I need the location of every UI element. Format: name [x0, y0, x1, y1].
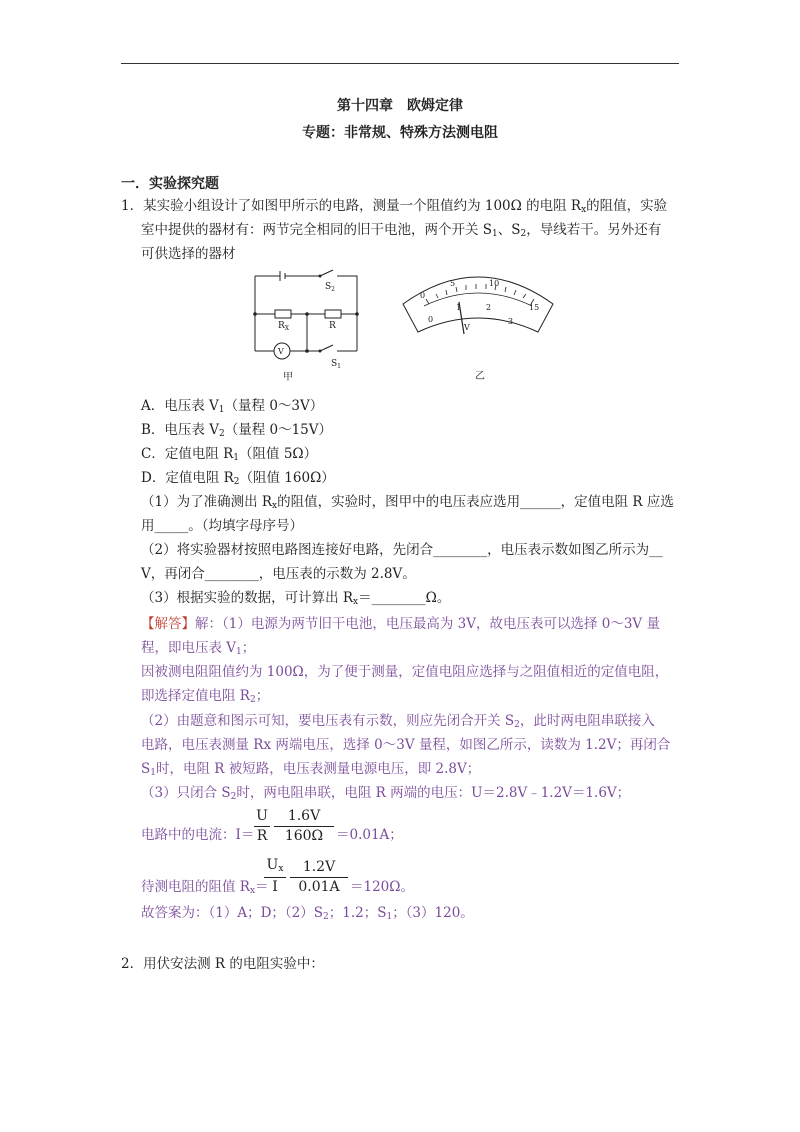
current-frac1-bar	[254, 826, 270, 827]
scale-bottom-1: 1	[456, 303, 462, 312]
answer-line3: 因被测电阻阻值约为 100Ω，为了便于测量，定值电阻应选择与之阻值相近的定值电阻，	[141, 664, 669, 680]
res-frac2-den: 0.01A	[298, 879, 340, 895]
option-b: B．电压表 $V_2$（量程 0～15V）	[141, 422, 333, 439]
scale-bottom-0: 0	[428, 315, 434, 324]
option-a: A．电压表 $V_1$（量程 0～3V）	[141, 398, 324, 415]
circuit-diagram	[245, 266, 365, 384]
q1-part2-line2: V，再闭合________，电压表的示数为 2.8V。	[141, 566, 416, 582]
scale-bottom-2: 2	[486, 303, 492, 312]
res-result: ＝120Ω。	[350, 879, 414, 895]
scale-top-0: 0	[420, 291, 426, 300]
scale-top-5: 5	[450, 279, 456, 288]
caption-yi: 乙	[475, 371, 485, 382]
answer-line1: 【解答】解：（1）电源为两节旧干电池，电压最高为 3V，故电压表可以选择 0～3V 量	[141, 616, 660, 632]
option-c: C．定值电阻 $R_1$（阻值 5Ω）	[141, 446, 318, 463]
resistor-r	[325, 310, 341, 318]
resistor-rx	[275, 310, 291, 318]
current-result: ＝0.01A；	[336, 827, 403, 843]
current-frac2-bar	[274, 826, 334, 827]
scale-bottom-3: 3	[508, 317, 514, 326]
label-s1: $S_1$	[331, 359, 341, 370]
caption-jia: 甲	[283, 372, 293, 383]
answer-tag: 【解答】	[141, 616, 195, 632]
q1-part2-line1: （2）将实验器材按照电路图连接好电路，先闭合________，电压表示数如图乙所示为__	[141, 542, 663, 558]
answer-line4: 即选择定值电阻 $R_2$；	[141, 688, 270, 705]
voltmeter-dial	[398, 272, 558, 384]
scale-top-15: 15	[529, 303, 540, 312]
label-rx: $R_X$	[278, 321, 290, 332]
label-v: V	[278, 347, 284, 356]
label-r: R	[329, 321, 336, 331]
res-frac1-den: I	[272, 879, 278, 895]
answer-line5: （2）由题意和图示可知，要电压表有示数，则应先闭合开关 $S_2$，此时两电阻串联接入	[141, 713, 655, 730]
current-frac1-den: R	[256, 828, 268, 844]
current-label: 电路中的电流：I＝	[141, 827, 255, 843]
q1-stem-line3: 可供选择的器材	[141, 246, 236, 262]
current-frac1-num: U	[256, 808, 268, 824]
final-answer: 故答案为：（1）A；D；$(2)S_2$；1.2；$S_1$；（3）120。	[141, 905, 474, 922]
q1-part1-line1: （1）为了准确测出 $R_x$的阻值，实验时，图甲中的电压表应选用______，定值电阻 R 应选	[141, 494, 674, 511]
q1-stem-line2: 室中提供的器材有：两节完全相同的旧干电池，两个开关 $S_1$、$S_2$，导线若干。另外还有	[141, 222, 662, 239]
chapter-title: 第十四章 欧姆定律	[337, 98, 463, 114]
answer-line8: （3）只闭合 $S_2$时，两电阻串联，电阻 R 两端的电压：U＝2.8V﹣1.2V＝1.6V；	[141, 785, 631, 802]
answer-line6: 电路，电压表测量 Rx 两端电压，选择 0～3V 量程，如图乙所示，读数为 1.2V；再闭合	[141, 737, 671, 753]
q1-stem-line1: 1．某实验小组设计了如图甲所示的电路，测量一个阻值约为 100Ω 的电阻 $R_x$的阻值，实验	[121, 198, 668, 215]
res-frac1-bar	[264, 877, 286, 878]
topic-title: 专题：非常规、特殊方法测电阻	[302, 125, 498, 141]
dial-ticks	[426, 284, 534, 304]
switch-s1-blade	[320, 345, 333, 351]
switch-s2-blade	[320, 270, 333, 276]
option-d: D．定值电阻 $R_2$（阻值 160Ω）	[141, 470, 335, 487]
label-s2: $S_2$	[325, 282, 335, 293]
answer-line7: $S_1$时，电阻 R 被短路，电压表测量电源电压，即 2.8V；	[141, 761, 481, 778]
current-frac2-den: 160Ω	[284, 828, 324, 844]
q1-part3: （3）根据实验的数据，可计算出 $R_x=\_\_\_\_\_\_\_\_\Omega$。	[141, 590, 451, 607]
res-frac2-bar	[290, 877, 348, 878]
q2-stem: 2．用伏安法测 R 的电阻实验中：	[121, 956, 324, 972]
dial-unit: V	[464, 323, 470, 332]
resistance-label: 待测电阻的阻值 $R_x=$	[141, 879, 269, 896]
answer-line2: 程，即电压表 $V_1$；	[141, 640, 256, 657]
res-frac1-num: $U_x$	[266, 857, 284, 874]
header-rule	[121, 63, 679, 64]
section-heading: 一．实验探究题	[121, 176, 219, 192]
current-frac2-num: 1.6V	[287, 808, 321, 824]
q1-part1-line2: 用_____。（均填字母序号）	[141, 518, 303, 534]
res-frac2-num: 1.2V	[302, 859, 336, 875]
scale-top-10: 10	[489, 279, 500, 288]
